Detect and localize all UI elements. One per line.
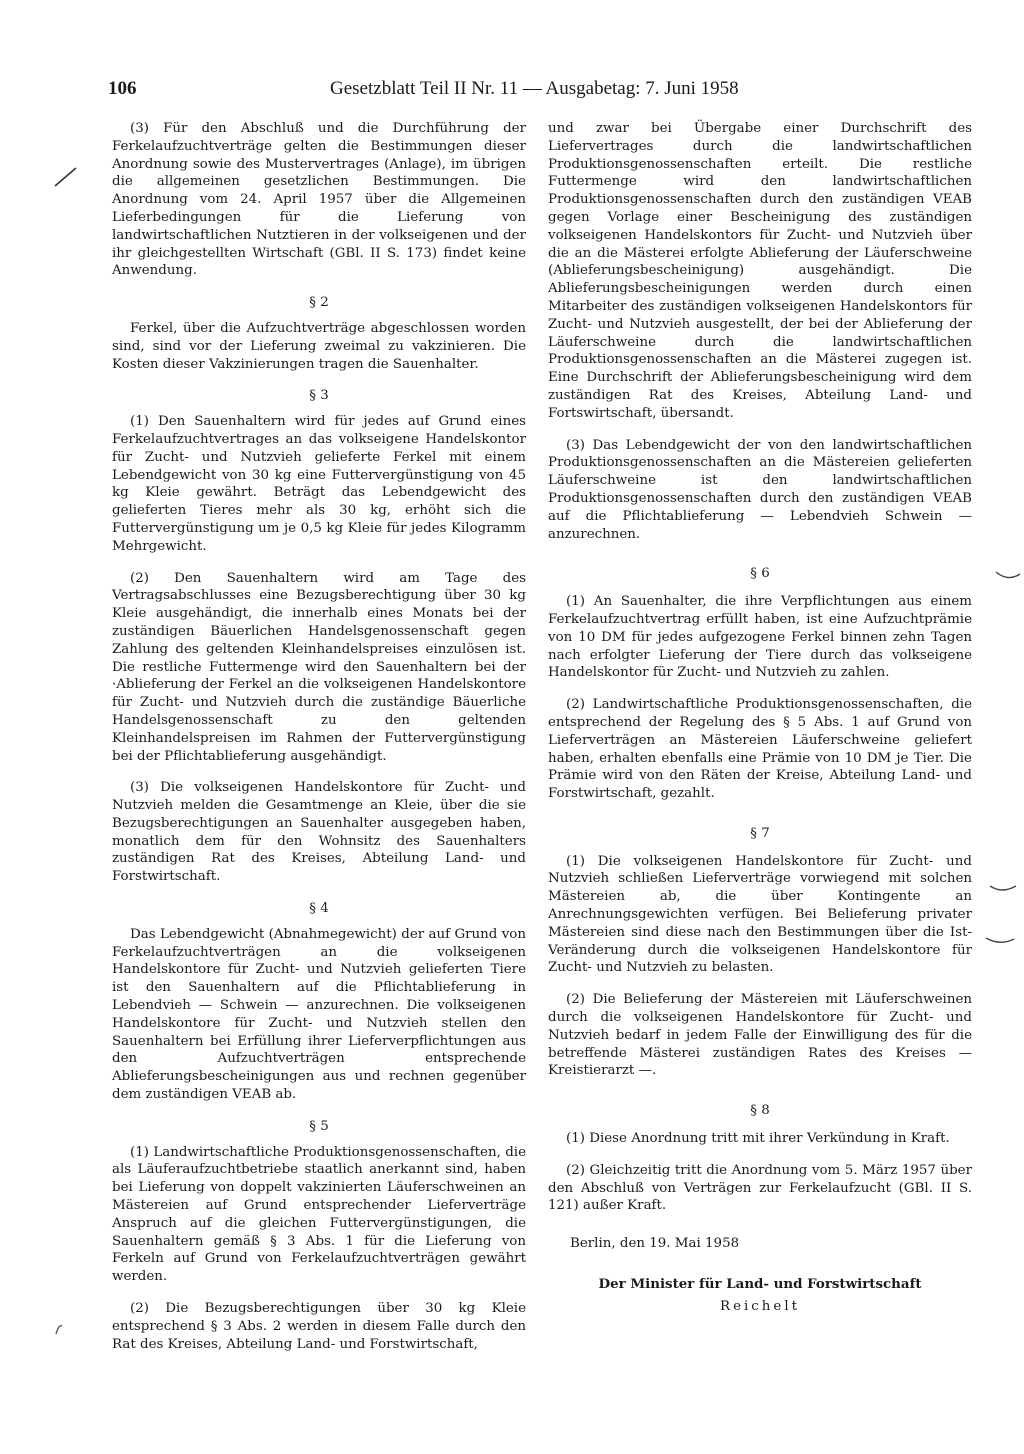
margin-pencil-mark	[52, 166, 80, 188]
page-number: 106	[108, 78, 137, 99]
paragraph-3-1: (1) Den Sauenhaltern wird für jedes auf Grund eines Ferkelaufzuchtvertrages an das volkseigene Handelskontor für Zucht- und Nutzvieh gelieferte Ferkel mit einem Lebendgewicht von 30 kg eine Futtervergünstigung von 45 kg Kleie gewährt. Beträgt das Lebendgewicht des gelieferten Tieres mehr als 30 kg, erhöht sich die Futtervergünstigung um je 0,5 kg Kleie für jedes Kilogramm Mehrgewicht.	[112, 414, 526, 554]
gazette-title: Gesetzblatt Teil II Nr. 11 — Ausgabetag: 7. Juni 1958	[330, 78, 739, 99]
section-6-heading: § 6	[750, 566, 770, 582]
paragraph-3-3: (3) Die volkseigenen Handelskontore für Zucht- und Nutzvieh melden die Gesamtmenge an Kleie, über die sie Bezugsberechtigungen an Sauenhalter ausgegeben haben, monatlich dem für den Wohnsitz des Sauenhalters zuständigen Rat des Kreises, Abteilung Land- und Forstwirtschaft.	[112, 780, 526, 885]
margin-speck	[54, 1322, 64, 1336]
section-8-heading: § 8	[750, 1103, 770, 1119]
paragraph-8-1: (1) Diese Anordnung tritt mit ihrer Verkündung in Kraft.	[566, 1131, 950, 1147]
section-4-heading: § 4	[309, 901, 329, 917]
place-and-date: Berlin, den 19. Mai 1958	[570, 1236, 740, 1252]
signatory-name: Reichelt	[719, 1299, 800, 1315]
margin-mark-right-3	[984, 934, 1016, 948]
section-5-heading: § 5	[309, 1118, 329, 1134]
paragraph-7-1: (1) Die volkseigenen Handelskontore für Zucht- und Nutzvieh schließen Lieferverträge vorwiegend mit solchen Mästereien ab, die über Kontingente an Anrechnungsgewichten verfügen. Bei Belieferung privater Mästereien sind diese nach den Bestimmungen über die Ist-Veränderung durch die volkseigenen Handelskontore für Zucht- und Nutzvieh zu belasten.	[548, 853, 972, 976]
page-header	[108, 78, 956, 106]
left-column	[112, 120, 526, 1353]
paragraph-7-2: (2) Die Belieferung der Mästereien mit Läuferschweinen durch die volkseigenen Handelskontore für Zucht- und Nutzvieh bedarf in jedem Falle der Einwilligung des für die betreffende Mästerei zuständigen Rates des Kreises — Kreistierarzt —.	[548, 992, 972, 1079]
paragraph-5-2-continued: und zwar bei Übergabe einer Durchschrift des Liefervertrages durch die landwirtschaftlichen Produktionsgenossenschaften erteilt. Die restliche Futtermenge wird den landwirtschaftlichen Produktionsgenossenschaften durch den zuständigen VEAB gegen Vorlage einer Bescheinigung des zuständigen volkseigenen Handelskontors für Zucht- und Nutzvieh über die an die Mästerei erfolgte Ablieferung der Läuferschweine (Ablieferungsbescheinigung) ausgehändigt. Die Ablieferungsbescheinigungen werden durch einen Mitarbeiter des zuständigen volkseigenen Handelskontors für Zucht- und Nutzvieh ausgestellt, der bei der Ablieferung der Läuferschweine durch die landwirtschaftlichen Produktionsgenossenschaften an die Mästerei zugegen ist. Eine Durchschrift der Ablieferungsbescheinigung wird dem zuständigen Rat des Kreises, Abteilung Land- und Fortswirtschaft, übersandt.	[548, 121, 972, 421]
paragraph-2: Ferkel, über die Aufzuchtverträge abgeschlossen worden sind, sind vor der Lieferung zweimal zu vakzinieren. Die Kosten dieser Vakzinierungen tragen die Sauenhalter.	[112, 320, 526, 372]
section-2-heading: § 2	[309, 295, 329, 311]
issuing-authority: Der Minister für Land- und Forstwirtschaft	[598, 1276, 922, 1293]
margin-mark-right-2	[988, 880, 1018, 896]
right-column	[548, 120, 972, 1314]
paragraph-1-3: (3) Für den Abschluß und die Durchführung der Ferkelaufzuchtverträge gelten die Bestimmungen dieser Anordnung sowie des Mustervertrages (Anlage), im übrigen die allgemeinen gesetzlichen Bestimmungen. Die Anordnung vom 24. April 1957 über die Allgemeinen Lieferbedingungen für die Lieferung von landwirtschaftlichen Nutztieren in der volkseigenen und der ihr gleichgestellten Wirtschaft (GBl. II S. 173) findet keine Anwendung.	[112, 121, 526, 279]
paragraph-6-2: (2) Landwirtschaftliche Produktionsgenossenschaften, die entsprechend der Regelung des § 5 Abs. 1 auf Grund von Lieferverträgen an Mästereien Läuferschweine geliefert haben, erhalten ebenfalls eine Prämie von 10 DM je Tier. Die Prämie wird von den Räten der Kreise, Abteilung Land- und Forstwirtschaft, gezahlt.	[548, 697, 972, 802]
paragraph-4: Das Lebendgewicht (Abnahmegewicht) der auf Grund von Ferkelaufzuchtverträgen an die volkseigenen Handelskontore für Zucht- und Nutzvieh gelieferten Tiere ist den Sauenhaltern auf die Pflichtablieferung in Lebendvieh — Schwein — anzurechnen. Die volkseigenen Handelskontore für Zucht- und Nutzvieh stellen den Sauenhaltern bei Erfüllung ihrer Lieferverpflichtungen aus den Aufzuchtverträgen entsprechende Ablieferungsbescheinigungen aus und rechnen gegenüber dem zuständigen VEAB ab.	[112, 926, 526, 1103]
section-7-heading: § 7	[750, 825, 770, 841]
margin-mark-right-1	[994, 568, 1022, 584]
paragraph-5-1: (1) Landwirtschaftliche Produktionsgenossenschaften, die als Läuferaufzuchtbetriebe staatlich anerkannt sind, haben bei Lieferung von doppelt vakzinierten Läuferschweinen an Mästereien auf Grund entsprechender Lieferverträge Anspruch auf die gleichen Futtervergünstigungen, die Sauenhaltern gemäß § 3 Abs. 1 für die Lieferung von Ferkeln auf Grund von Ferkelaufzuchtverträgen gewährt werden.	[112, 1144, 526, 1285]
paragraph-6-1: (1) An Sauenhalter, die ihre Verpflichtungen aus einem Ferkelaufzuchtvertrag erfüllt haben, ist eine Aufzuchtprämie von 10 DM für jedes aufgezogene Ferkel binnen zehn Tagen nach erfolgter Lieferung der Tiere durch das volkseigene Handelskontor für Zucht- und Nutzvieh zu zahlen.	[548, 594, 972, 681]
section-3-heading: § 3	[309, 388, 329, 404]
paragraph-5-3: (3) Das Lebendgewicht der von den landwirtschaftlichen Produktionsgenossenschaften an die Mästereien gelieferten Läuferschweine ist den landwirtschaftlichen Produktionsgenossenschaften durch den zuständigen VEAB auf die Pflichtablieferung — Lebendvieh Schwein — anzurechnen.	[548, 437, 972, 542]
paragraph-3-2: (2) Den Sauenhaltern wird am Tage des Vertragsabschlusses eine Bezugsberechtigung über 30 kg Kleie ausgehändigt, die innerhalb eines Monats bei der zuständigen Bäuerlichen Handelsgenossenschaft gegen Zahlung des geltenden Kleinhandelspreises einzulösen ist. Die restliche Futtermenge wird den Sauenhaltern bei der ·Ablieferung der Ferkel an die volkseigenen Handelskontore für Zucht- und Nutzvieh durch die zuständige Bäuerliche Handelsgenossenschaft zu den geltenden Kleinhandelspreisen im Rahmen der Futtervergünstigung bei der Pflichtablieferung ausgehändigt.	[112, 570, 526, 764]
paragraph-5-2: (2) Die Bezugsberechtigungen über 30 kg Kleie entsprechend § 3 Abs. 2 werden in diesem Falle durch den Rat des Kreises, Abteilung Land- und Forstwirtschaft,	[112, 1301, 526, 1352]
paragraph-8-2: (2) Gleichzeitig tritt die Anordnung vom 5. März 1957 über den Abschluß von Verträgen zur Ferkelaufzucht (GBl. II S. 121) außer Kraft.	[548, 1162, 972, 1214]
